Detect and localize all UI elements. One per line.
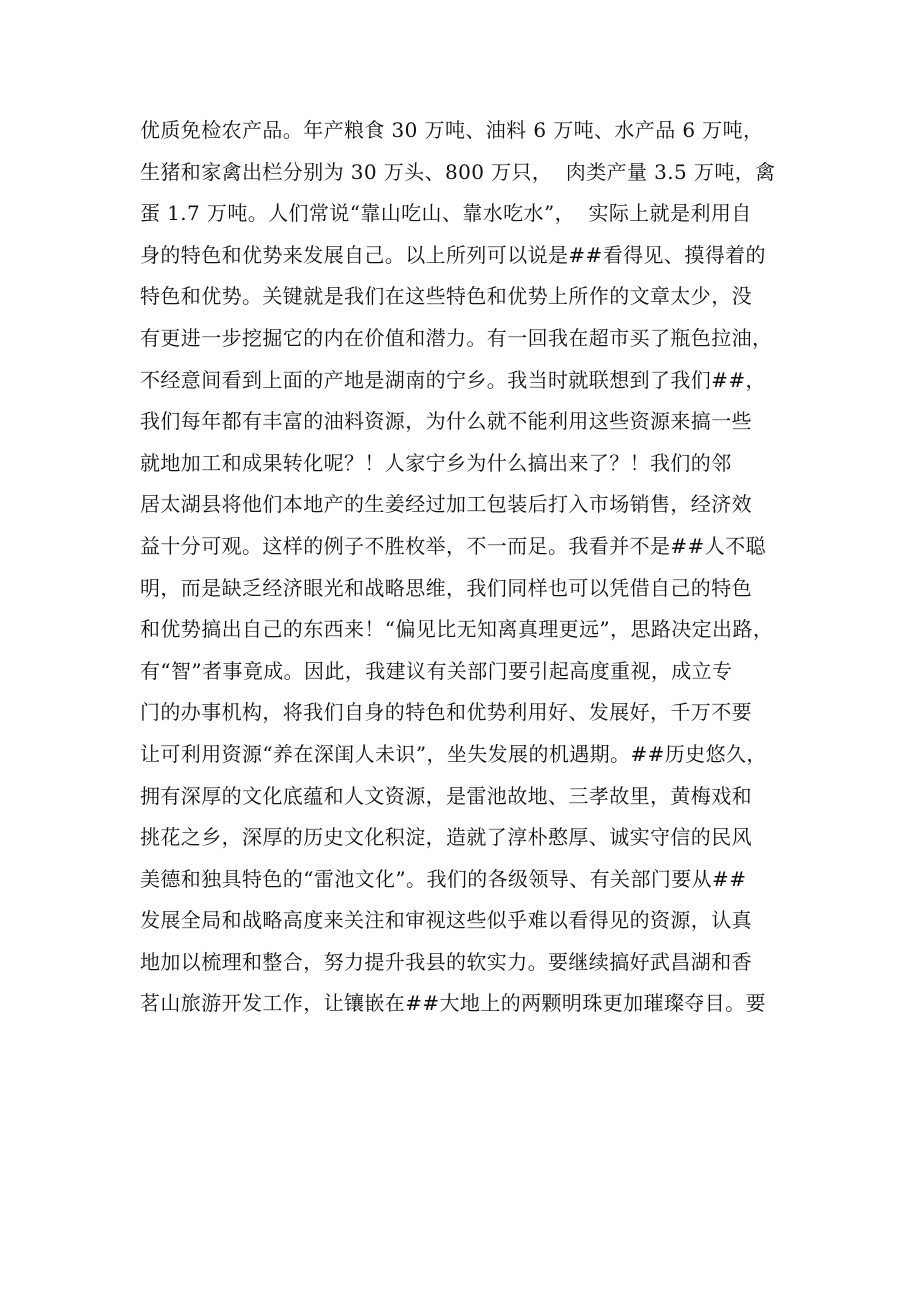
text-line: 蛋 1.7 万吨。人们常说“靠山吃山、靠水吃水”， 实际上就是利用自 [140,201,752,226]
text-line: 拥有深厚的文化底蕴和人文资源，是雷池故地、三孝故里，黄梅戏和 [140,783,752,808]
text-line: 发展全局和战略高度来关注和审视这些似乎难以看得见的资源，认真 [140,908,752,933]
text-line: 明，而是缺乏经济眼光和战略思维，我们同样也可以凭借自己的特色 [140,575,752,600]
text-line: 门的办事机构，将我们自身的特色和优势利用好、发展好，千万不要 [140,700,752,725]
text-line: 我们每年都有丰富的油料资源，为什么就不能利用这些资源来搞一些 [140,409,752,434]
text-line: 挑花之乡，深厚的历史文化积淀，造就了淳朴憨厚、诚实守信的民风 [140,825,752,850]
text-line: 有更进一步挖掘它的内在价值和潜力。有一回我在超市买了瓶色拉油， [140,325,773,350]
text-line: 有“智”者事竟成。因此，我建议有关部门要引起高度重视，成立专 [140,658,733,683]
text-line: 就地加工和成果转化呢？！人家宁乡为什么搞出来了？！我们的邻 [140,450,732,475]
text-line: 优质免检农产品。年产粮食 30 万吨、油料 6 万吨、水产品 6 万吨， [140,118,764,142]
text-line: 让可利用资源“养在深闺人未识”，坐失发展的机遇期。##历史悠久， [140,741,767,766]
body-text [140,110,790,1025]
text-line: 益十分可观。这样的例子不胜枚举，不一而足。我看并不是##人不聪 [140,533,766,558]
text-line: 茗山旅游开发工作，让镶嵌在##大地上的两颗明珠更加璀璨夺目。要 [140,991,766,1016]
text-line: 和优势搞出自己的东西来！“偏见比无知离真理更远”，思路决定出路， [140,617,774,642]
text-line: 居太湖县将他们本地产的生姜经过加工包装后打入市场销售，经济效 [140,492,752,517]
text-line: 地加以梳理和整合，努力提升我县的软实力。要继续搞好武昌湖和香 [140,949,752,974]
text-line: 生猪和家禽出栏分别为 30 万头、800 万只， 肉类产量 3.5 万吨，禽 [140,159,776,184]
text-line: 不经意间看到上面的产地是湖南的宁乡。我当时就联想到了我们##， [140,367,766,392]
text-line: 特色和优势。关键就是我们在这些特色和优势上所作的文章太少，没 [140,284,752,309]
text-line: 身的特色和优势来发展自己。以上所列可以说是##看得见、摸得着的 [140,242,766,267]
text-line: 美德和独具特色的“雷池文化”。我们的各级领导、有关部门要从## [140,866,747,891]
